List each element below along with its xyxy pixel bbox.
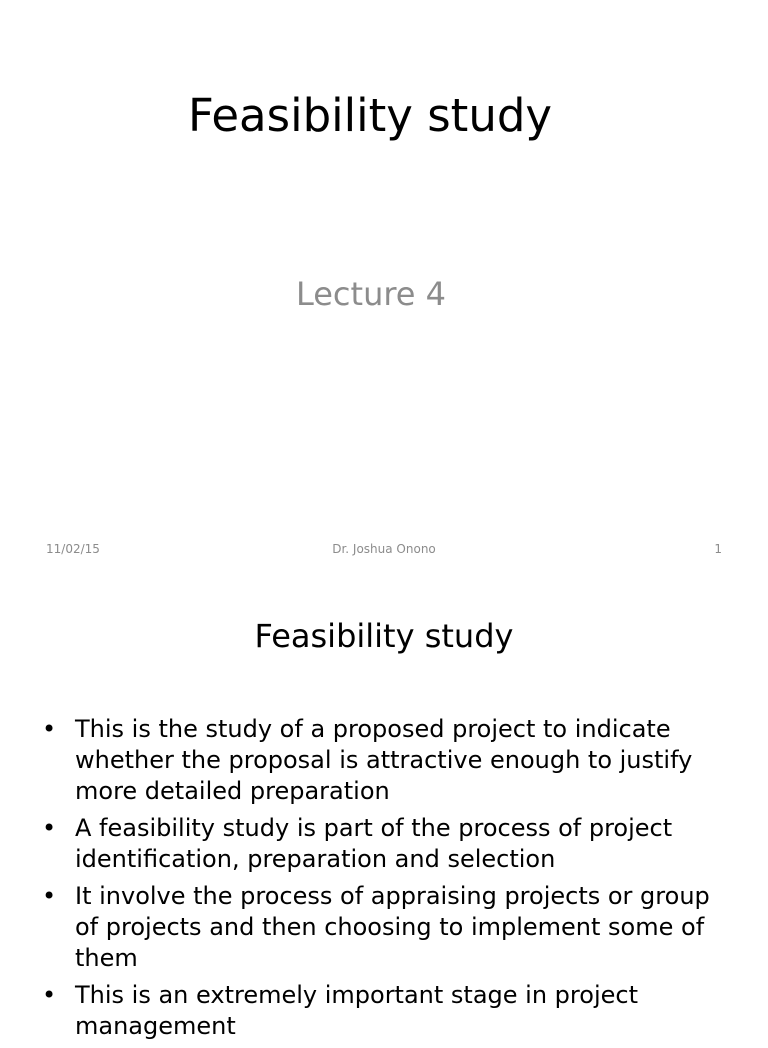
slide-title: Feasibility study xyxy=(254,617,514,655)
bullet-icon: • xyxy=(42,715,57,743)
footer-author: Dr. Joshua Onono xyxy=(332,542,436,556)
bullet-icon: • xyxy=(42,882,57,910)
list-item-text: This is an extremely important stage in project management xyxy=(75,981,638,1040)
list-item xyxy=(0,714,768,807)
slide-2 xyxy=(0,576,768,1040)
list-item xyxy=(0,813,768,875)
list-item-text: It involve the process of appraising projects or group of projects and then choosing to implement some of them xyxy=(75,882,710,972)
bullet-list xyxy=(0,714,768,1048)
list-item xyxy=(0,881,768,974)
list-item-text: A feasibility study is part of the process of project identification, preparation and selection xyxy=(75,814,673,873)
list-item-text: This is the study of a proposed project to indicate whether the proposal is attractive enough to justify more detailed preparation xyxy=(75,715,693,805)
slide-title: Feasibility study xyxy=(187,89,553,142)
list-item xyxy=(0,980,768,1042)
footer-page-number: 1 xyxy=(714,542,722,556)
bullet-icon: • xyxy=(42,981,57,1009)
footer-date: 11/02/15 xyxy=(46,542,100,556)
slide-subtitle: Lecture 4 xyxy=(295,275,447,313)
bullet-icon: • xyxy=(42,814,57,842)
